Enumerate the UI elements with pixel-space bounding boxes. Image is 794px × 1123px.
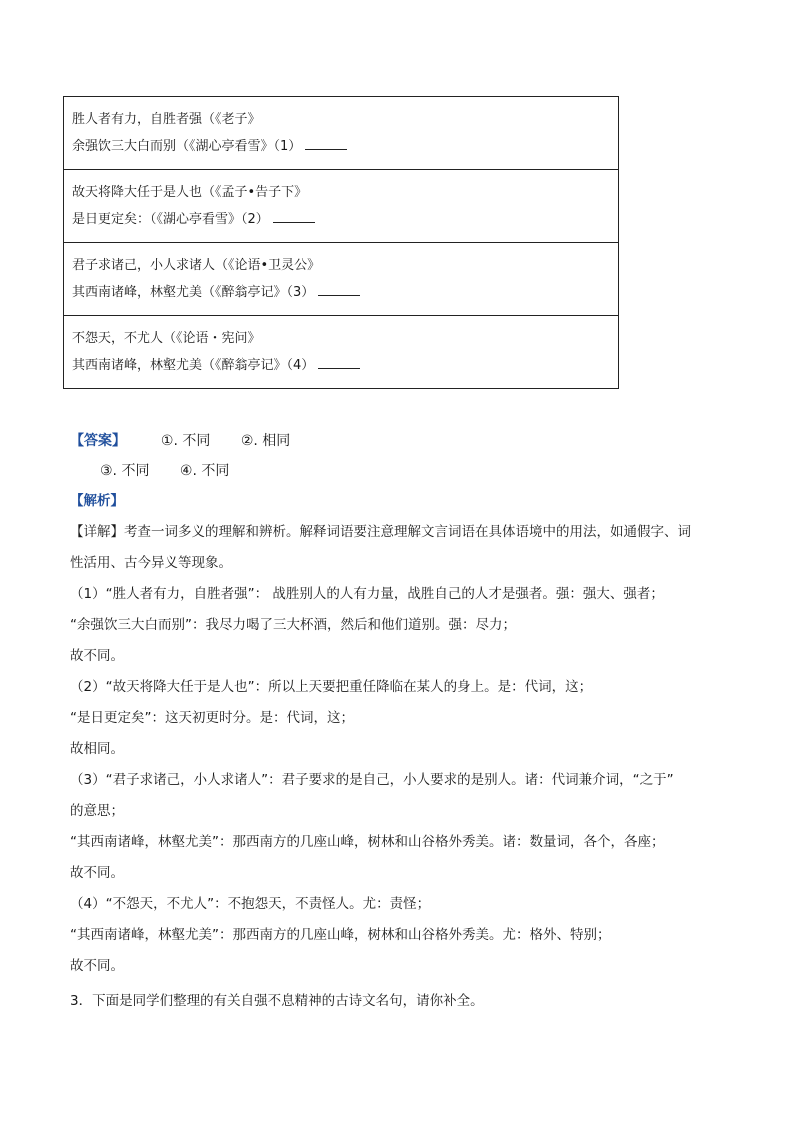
- sentence-line: [72, 136, 610, 157]
- answer-block: [70, 426, 316, 486]
- analysis-line: 故相同。: [70, 741, 124, 757]
- analysis-label-line: [70, 486, 730, 517]
- analysis-line: “余强饮三大白而别”：我尽力喝了三大杯酒，然后和他们道别。强：尽力；: [70, 617, 516, 633]
- sentence-line: 胜人者有力，自胜者强（《老子》: [72, 111, 261, 127]
- sentence-line: [72, 282, 610, 303]
- analysis-line: “其西南诸峰，林壑尤美”：那西南方的几座山峰，树林和山谷格外秀美。尤：格外、特别；: [70, 927, 611, 943]
- answer-blank: [273, 209, 315, 223]
- answer-blank: [318, 355, 360, 369]
- next-question: 3．下面是同学们整理的有关自强不息精神的古诗文名句，请你补全。: [70, 993, 484, 1009]
- analysis-line: （4）“不怨天，不尤人”：不抱怨天，不责怪人。尤：责怪；: [70, 896, 431, 912]
- analysis-label: 【解析】: [70, 493, 124, 509]
- analysis-line: 【详解】考查一词多义的理解和辨析。解释词语要注意理解文言词语在具体语境中的用法，如通假字、词: [70, 524, 691, 540]
- analysis-line: 性活用、古今异义等现象。: [70, 555, 232, 571]
- analysis-line: 故不同。: [70, 865, 124, 881]
- table-row: [64, 243, 619, 316]
- analysis-line: （1）“胜人者有力，自胜者强”： 战胜别人的人有力量，战胜自己的人才是强者。强：强大、强者；: [70, 586, 664, 602]
- sentence-line: [72, 355, 610, 376]
- sentence-text: 余强饮三大白而别（《湖心亭看雪》（1）: [72, 138, 302, 154]
- analysis-body: [70, 517, 730, 982]
- sentence-line: 君子求诸己，小人求诸人（《论语•卫灵公》: [72, 257, 321, 273]
- table-cell: [64, 316, 619, 389]
- analysis-line: “是日更定矣”：这天初更时分。是：代词，这；: [70, 710, 354, 726]
- analysis-line: 故不同。: [70, 648, 124, 664]
- analysis-line: （3）“君子求诸己，小人求诸人”：君子要求的是自己，小人要求的是别人。诸：代词兼介词，“之于”: [70, 772, 674, 788]
- table-row: [64, 170, 619, 243]
- answer-blank: [318, 282, 360, 296]
- sentence-text: 是日更定矣：（《湖心亭看雪》（2）: [72, 211, 269, 227]
- table-cell: [64, 97, 619, 170]
- answer-label: 【答案】: [70, 433, 126, 449]
- answer-blank: [305, 136, 347, 150]
- sentence-line: 故天将降大任于是人也（《孟子•告子下》: [72, 184, 308, 200]
- analysis-line: “其西南诸峰，林壑尤美”：那西南方的几座山峰，树林和山谷格外秀美。诸：数量词，各个，各座；: [70, 834, 665, 850]
- sentence-line: [72, 209, 610, 230]
- table-cell: [64, 170, 619, 243]
- answer-item: ②. 相同: [240, 433, 291, 449]
- table-row: [64, 316, 619, 389]
- table-cell: [64, 243, 619, 316]
- sentence-line: 不怨天，不尤人（《论语・宪问》: [72, 330, 261, 346]
- answer-row: [70, 426, 316, 456]
- analysis-line: 的意思；: [70, 803, 124, 819]
- answer-item: ①. 不同: [160, 433, 211, 449]
- answer-item: ④. 不同: [179, 463, 230, 479]
- answer-item: ③. 不同: [100, 463, 150, 479]
- sentence-text: 其西南诸峰，林壑尤美（《醉翁亭记》（3）: [72, 284, 315, 300]
- table-row: [64, 97, 619, 170]
- question-table: [63, 96, 619, 389]
- analysis-line: （2）“故天将降大任于是人也”：所以上天要把重任降临在某人的身上。是：代词，这；: [70, 679, 593, 695]
- analysis-line: 故不同。: [70, 958, 124, 974]
- answer-row: [70, 456, 316, 486]
- sentence-text: 其西南诸峰，林壑尤美（《醉翁亭记》（4）: [72, 357, 315, 373]
